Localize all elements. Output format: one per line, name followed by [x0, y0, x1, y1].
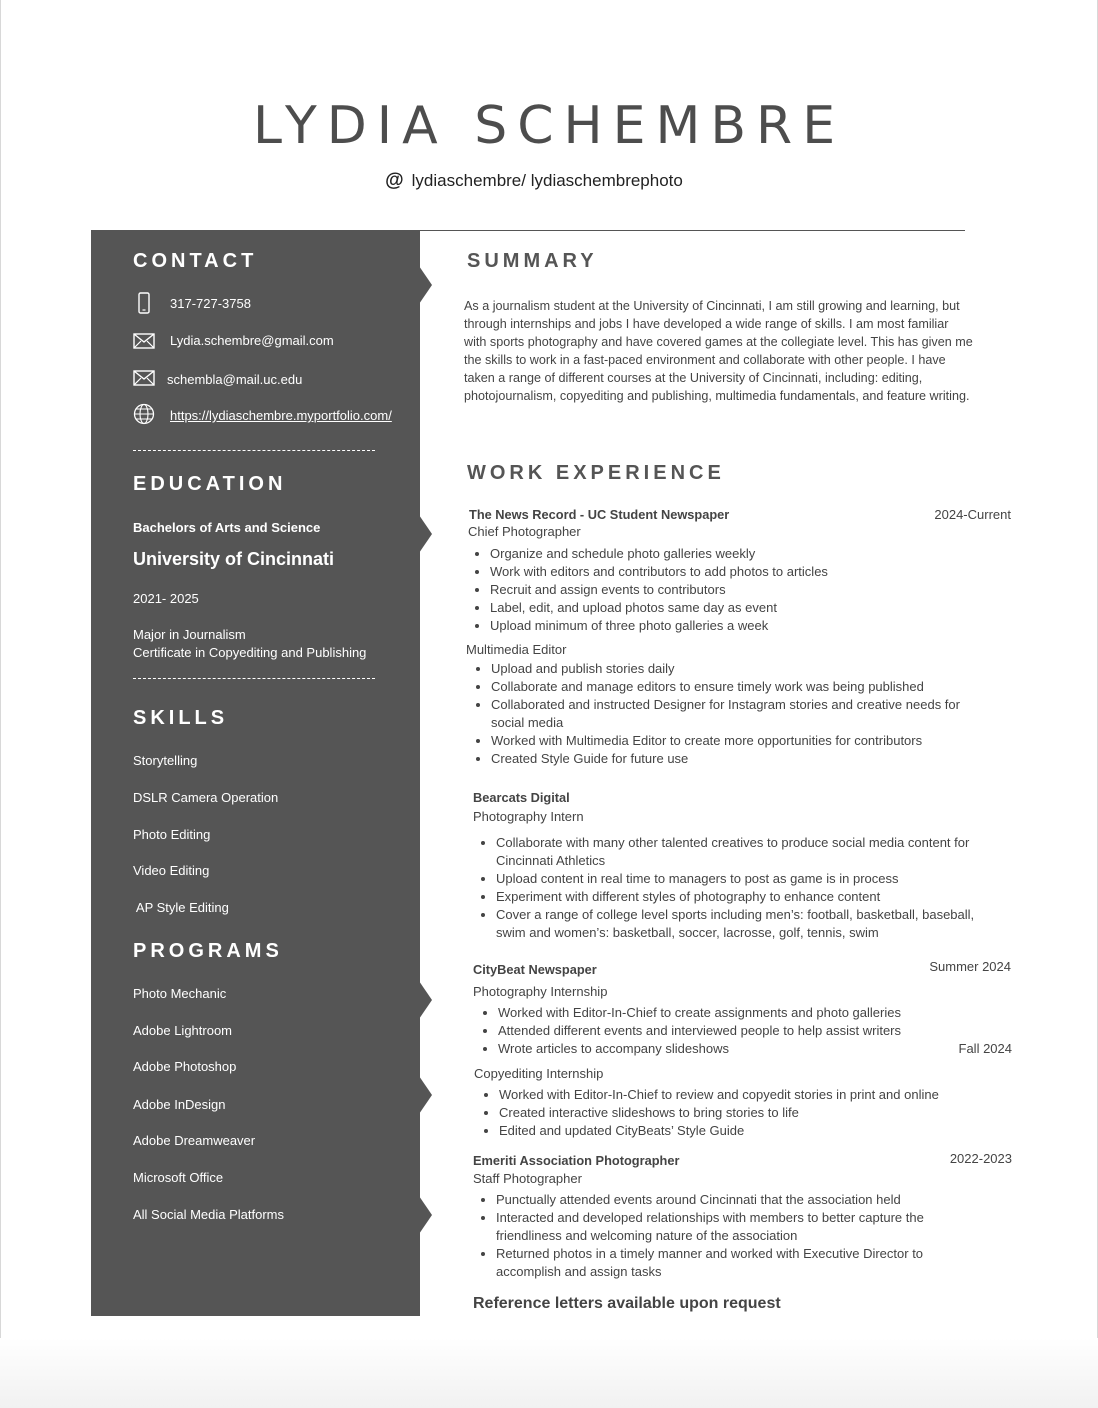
job-bullets [481, 1086, 989, 1140]
mail-icon [133, 330, 155, 352]
contact-heading: CONTACT [133, 250, 258, 272]
sidebar-notch [419, 1196, 432, 1234]
work-experience-heading: WORK EXPERIENCE [467, 462, 725, 484]
program-item: Adobe Lightroom [133, 1023, 233, 1038]
job-organization: Emeriti Association Photographer [473, 1153, 680, 1168]
skill-item: Storytelling [133, 753, 198, 768]
job-bullets [480, 1004, 968, 1058]
list-item: • Punctually attended events around Cincinnati that the association held [496, 1191, 966, 1209]
list-item: • Collaborate and manage editors to ensure timely work was being published [491, 678, 981, 696]
skill-item: AP Style Editing [133, 900, 229, 915]
program-item: Adobe InDesign [133, 1097, 226, 1112]
section-divider [133, 678, 375, 679]
job-role: Photography Internship [473, 984, 608, 999]
skill-item: DSLR Camera Operation [133, 790, 279, 805]
page-bottom-shadow [0, 1338, 1098, 1408]
mail-icon [133, 367, 155, 389]
job-role: Staff Photographer [473, 1171, 582, 1186]
list-item: • Interacted and developed relationships with members to better capture the friendliness and welcoming nature of the association [496, 1209, 966, 1245]
list-item: • Collaborate with many other talented creatives to produce social media content for Cincinnati Athletics [496, 834, 991, 870]
list-item: • Worked with Editor-In-Chief to create assignments and photo galleries [498, 1004, 968, 1022]
list-item: • Wrote articles to accompany slideshows [498, 1040, 968, 1058]
job-bullets [473, 660, 981, 768]
contact-email-school[interactable]: schembla@mail.uc.edu [167, 372, 303, 387]
sidebar-notch [419, 981, 432, 1019]
list-item: • Upload and publish stories daily [491, 660, 981, 678]
job-organization: CityBeat Newspaper [473, 962, 597, 977]
at-icon: @ [385, 170, 404, 191]
job-organization: Bearcats Digital [473, 790, 570, 805]
reference-note: Reference letters available upon request [473, 1295, 781, 1312]
list-item: • Recruit and assign events to contributors [490, 581, 990, 599]
skill-item: Video Editing [133, 863, 210, 878]
list-item: • Organize and schedule photo galleries weekly [490, 545, 990, 563]
job-role: Multimedia Editor [466, 642, 567, 657]
job-role: Chief Photographer [468, 524, 581, 539]
list-item: • Experiment with different styles of photography to enhance content [496, 888, 991, 906]
list-item: • Work with editors and contributors to add photos to articles [490, 563, 990, 581]
job-date: Fall 2024 [958, 1041, 1012, 1056]
education-years: 2021- 2025 [133, 591, 199, 606]
contact-phone: 317-727-3758 [170, 296, 251, 311]
education-certificate: Certificate in Copyediting and Publishing [133, 645, 367, 660]
resume-name: LYDIA SCHEMBRE [252, 96, 846, 156]
education-school: University of Cincinnati [133, 549, 335, 569]
job-date: 2022-2023 [949, 1151, 1012, 1166]
sidebar-notch [419, 1076, 432, 1114]
globe-icon [133, 403, 155, 425]
list-item: • Created Style Guide for future use [491, 750, 981, 768]
list-item: • Edited and updated CityBeats’ Style Guide [499, 1122, 989, 1140]
program-item: Photo Mechanic [133, 986, 227, 1001]
education-degree: Bachelors of Arts and Science [133, 520, 321, 535]
education-major: Major in Journalism [133, 627, 246, 642]
list-item: • Worked with Editor-In-Chief to review and copyedit stories in print and online [499, 1086, 989, 1104]
programs-heading: PROGRAMS [133, 940, 283, 962]
list-item: • Upload content in real time to managers to post as game is in process [496, 870, 991, 888]
summary-text: As a journalism student at the University of Cincinnati, I am still growing and learning, but through internships and jobs I have developed a wide range of skills. I am most familiar with sports photography and have covered games at the collegiate level. This has given me the skills to work in a fast-paced environment and collaborate with other people. I have taken a range of different courses at the University of Cincinnati, including: editing, photojournalism, copyediting and publishing, multimedia fundamentals, and feature writing. [464, 299, 973, 403]
education-heading: EDUCATION [133, 473, 287, 495]
program-item: Adobe Photoshop [133, 1059, 237, 1074]
header-divider [418, 230, 965, 231]
job-bullets [472, 545, 990, 635]
sidebar-notch [419, 515, 432, 553]
program-item: Microsoft Office [133, 1170, 224, 1185]
job-role: Copyediting Internship [474, 1066, 604, 1081]
section-divider [133, 450, 375, 451]
phone-icon [133, 292, 155, 314]
job-date: Summer 2024 [929, 959, 1011, 974]
job-role: Photography Intern [473, 809, 584, 824]
list-item: • Returned photos in a timely manner and worked with Executive Director to accomplish and assign tasks [496, 1245, 966, 1281]
list-item: • Attended different events and interviewed people to help assist writers [498, 1022, 968, 1040]
job-bullets [478, 1191, 966, 1281]
list-item: • Worked with Multimedia Editor to create more opportunities for contributors [491, 732, 981, 750]
portfolio-link[interactable]: https://lydiaschembre.myportfolio.com/ [170, 408, 392, 423]
program-item: Adobe Dreamweaver [133, 1133, 256, 1148]
program-item: All Social Media Platforms [133, 1207, 284, 1222]
skill-item: Photo Editing [133, 827, 211, 842]
list-item: • Label, edit, and upload photos same day as event [490, 599, 990, 617]
social-handle [0, 170, 1068, 192]
summary-heading: SUMMARY [467, 250, 598, 272]
job-bullets [478, 834, 991, 942]
list-item: • Collaborated and instructed Designer for Instagram stories and creative needs for social media [491, 696, 981, 732]
skills-heading: SKILLS [133, 707, 229, 729]
list-item: • Upload minimum of three photo galleries a week [490, 617, 990, 635]
job-date: 2024-Current [934, 507, 1011, 522]
contact-email-primary[interactable]: Lydia.schembre@gmail.com [170, 333, 334, 348]
list-item: • Cover a range of college level sports including men’s: football, basketball, baseball, swim and women’s: basketball, soccer, lacrosse, golf, tennis, swim [496, 906, 991, 942]
list-item: • Created interactive slideshows to bring stories to life [499, 1104, 989, 1122]
handle-text: lydiaschembre/ lydiaschembrephoto [411, 171, 683, 190]
sidebar [91, 230, 420, 1316]
job-organization: The News Record - UC Student Newspaper [469, 507, 730, 522]
sidebar-notch [419, 266, 432, 304]
